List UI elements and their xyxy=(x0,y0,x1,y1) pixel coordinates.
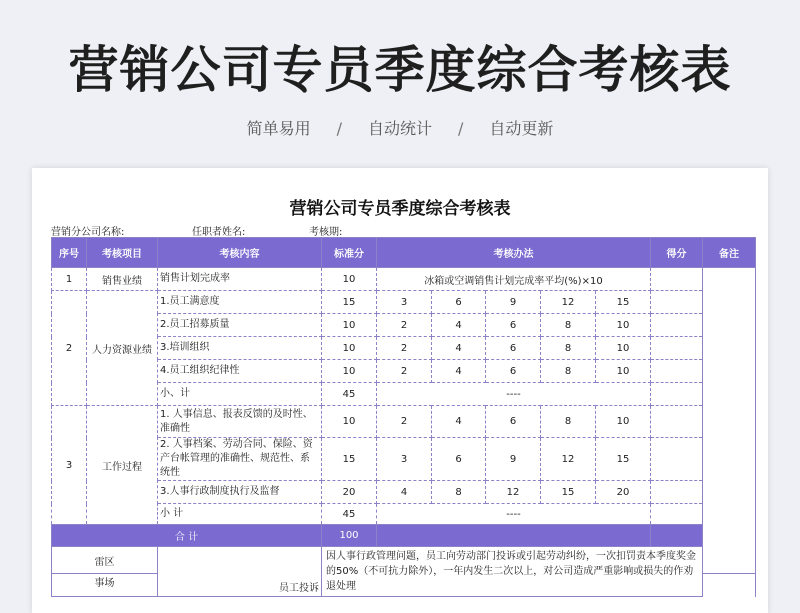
total-label: 合 计 xyxy=(52,525,322,547)
standard-cell[interactable]: 10 xyxy=(322,360,377,383)
level-cell[interactable]: 6 xyxy=(432,438,486,481)
standard-cell[interactable]: 10 xyxy=(322,406,377,438)
content-cell[interactable]: 2. 人事档案、劳动合同、保险、资产台帐管理的准确性、规范性、系统性 xyxy=(158,438,322,481)
level-cell[interactable]: 12 xyxy=(486,481,541,504)
score-cell[interactable] xyxy=(651,438,703,481)
table-row xyxy=(52,360,756,383)
item-cell[interactable]: 销售业绩 xyxy=(87,268,158,291)
table-row xyxy=(52,314,756,337)
assessment-period-label: 考核期: xyxy=(309,227,343,238)
table-row xyxy=(52,406,756,438)
level-cell[interactable]: 8 xyxy=(541,360,596,383)
feature-auto-stats: 自动统计 xyxy=(367,119,432,138)
table-row xyxy=(52,481,756,504)
standard-cell[interactable]: 10 xyxy=(322,337,377,360)
header-item: 考核项目 xyxy=(87,238,158,268)
total-value[interactable]: 100 xyxy=(322,525,377,547)
level-cell[interactable]: 4 xyxy=(432,314,486,337)
score-cell[interactable] xyxy=(651,383,703,406)
level-cell[interactable]: 8 xyxy=(432,481,486,504)
level-cell[interactable]: 8 xyxy=(541,406,596,438)
level-cell[interactable]: 6 xyxy=(432,291,486,314)
header-method: 考核办法 xyxy=(377,238,651,268)
level-cell[interactable]: 10 xyxy=(596,406,651,438)
level-cell[interactable]: 15 xyxy=(541,481,596,504)
zone-row xyxy=(52,547,756,574)
item-cell[interactable]: 工作过程 xyxy=(87,406,158,525)
level-cell[interactable]: 4 xyxy=(432,360,486,383)
remark-cell[interactable] xyxy=(703,268,756,574)
subtotal-row xyxy=(52,504,756,525)
separator: / xyxy=(458,119,464,138)
header-standard: 标准分 xyxy=(322,238,377,268)
total-score-cell[interactable] xyxy=(651,525,703,547)
seq-cell[interactable]: 1 xyxy=(52,268,87,291)
level-cell[interactable]: 2 xyxy=(377,360,432,383)
level-cell[interactable]: 2 xyxy=(377,337,432,360)
total-row xyxy=(52,525,756,547)
score-cell[interactable] xyxy=(651,406,703,438)
content-cell[interactable]: 1.员工满意度 xyxy=(158,291,322,314)
level-cell[interactable]: 3 xyxy=(377,438,432,481)
zone-item: 事场 xyxy=(52,574,158,597)
table-row xyxy=(52,291,756,314)
level-cell[interactable]: 9 xyxy=(486,291,541,314)
standard-cell[interactable]: 15 xyxy=(322,291,377,314)
level-cell[interactable]: 12 xyxy=(541,291,596,314)
assessment-table xyxy=(51,237,756,597)
seq-cell[interactable]: 2 xyxy=(52,291,87,406)
total-method-cell xyxy=(377,525,651,547)
level-cell[interactable]: 4 xyxy=(377,481,432,504)
level-cell[interactable]: 6 xyxy=(486,406,541,438)
level-cell[interactable]: 9 xyxy=(486,438,541,481)
level-cell[interactable]: 4 xyxy=(432,406,486,438)
level-cell[interactable]: 6 xyxy=(486,360,541,383)
table-row xyxy=(52,337,756,360)
content-cell[interactable]: 销售计划完成率 xyxy=(158,268,322,291)
level-cell[interactable]: 2 xyxy=(377,314,432,337)
subtotal-row xyxy=(52,383,756,406)
complaint-label: 员工投诉 xyxy=(158,547,322,597)
subtotal-value[interactable]: 45 xyxy=(322,383,377,406)
header-row xyxy=(52,238,756,268)
header-remark: 备注 xyxy=(703,238,756,268)
feature-easy: 简单易用 xyxy=(246,119,311,138)
content-cell[interactable]: 3.人事行政制度执行及监督 xyxy=(158,481,322,504)
company-name-label: 营销分公司名称: xyxy=(51,227,125,238)
subtotal-method[interactable]: ---- xyxy=(377,383,651,406)
sheet-title: 营销公司专员季度综合考核表 xyxy=(289,199,511,219)
header-seq: 序号 xyxy=(52,238,87,268)
standard-cell[interactable]: 20 xyxy=(322,481,377,504)
level-cell[interactable]: 4 xyxy=(432,337,486,360)
feature-tagline xyxy=(0,116,800,139)
table-row xyxy=(52,268,756,291)
feature-auto-update: 自动更新 xyxy=(489,119,554,138)
spreadsheet-preview xyxy=(32,168,768,613)
subtotal-label: 小、计 xyxy=(158,383,322,406)
zone-label: 雷区 xyxy=(52,547,158,574)
level-cell[interactable]: 10 xyxy=(596,360,651,383)
score-cell[interactable] xyxy=(651,268,703,291)
level-cell[interactable]: 8 xyxy=(541,337,596,360)
content-cell[interactable]: 4.员工组织纪律性 xyxy=(158,360,322,383)
table-row xyxy=(52,438,756,481)
standard-cell[interactable]: 10 xyxy=(322,268,377,291)
employee-name-label: 任职者姓名: xyxy=(192,227,246,238)
level-cell[interactable]: 10 xyxy=(596,314,651,337)
header-score: 得分 xyxy=(651,238,703,268)
level-cell[interactable]: 20 xyxy=(596,481,651,504)
level-cell[interactable]: 2 xyxy=(377,406,432,438)
score-cell[interactable] xyxy=(651,504,703,525)
item-cell[interactable]: 人力资源业绩 xyxy=(87,291,158,406)
subtotal-value[interactable]: 45 xyxy=(322,504,377,525)
level-cell[interactable]: 3 xyxy=(377,291,432,314)
separator: / xyxy=(336,119,342,138)
score-cell[interactable] xyxy=(651,481,703,504)
subtotal-label: 小 计 xyxy=(158,504,322,525)
standard-cell[interactable]: 10 xyxy=(322,314,377,337)
level-cell[interactable]: 10 xyxy=(596,337,651,360)
level-cell[interactable]: 12 xyxy=(541,438,596,481)
content-cell[interactable]: 2.员工招募质量 xyxy=(158,314,322,337)
content-cell[interactable]: 1. 人事信息、报表反馈的及时性、准确性 xyxy=(158,406,322,438)
header-content: 考核内容 xyxy=(158,238,322,268)
score-cell[interactable] xyxy=(651,337,703,360)
score-cell[interactable] xyxy=(651,360,703,383)
hero-title: 营销公司专员季度综合考核表 xyxy=(68,41,732,99)
standard-cell[interactable]: 15 xyxy=(322,438,377,481)
level-cell[interactable]: 6 xyxy=(486,337,541,360)
level-cell[interactable]: 15 xyxy=(596,291,651,314)
subtotal-method[interactable]: ---- xyxy=(377,504,651,525)
method-cell[interactable]: 冰箱或空调销售计划完成率平均(%)×10 xyxy=(377,268,651,291)
complaint-text[interactable]: 因人事行政管理问题，员工向劳动部门投诉或引起劳动纠纷，一次扣罚责本季度奖金的50%（不可抗力除外），一年内发生二次以上，对公司造成严重影响或损失的作劝退处理 xyxy=(322,547,703,597)
level-cell[interactable]: 8 xyxy=(541,314,596,337)
score-cell[interactable] xyxy=(651,291,703,314)
level-cell[interactable]: 15 xyxy=(596,438,651,481)
seq-cell[interactable]: 3 xyxy=(52,406,87,525)
level-cell[interactable]: 6 xyxy=(486,314,541,337)
score-cell[interactable] xyxy=(651,314,703,337)
content-cell[interactable]: 3.培训组织 xyxy=(158,337,322,360)
